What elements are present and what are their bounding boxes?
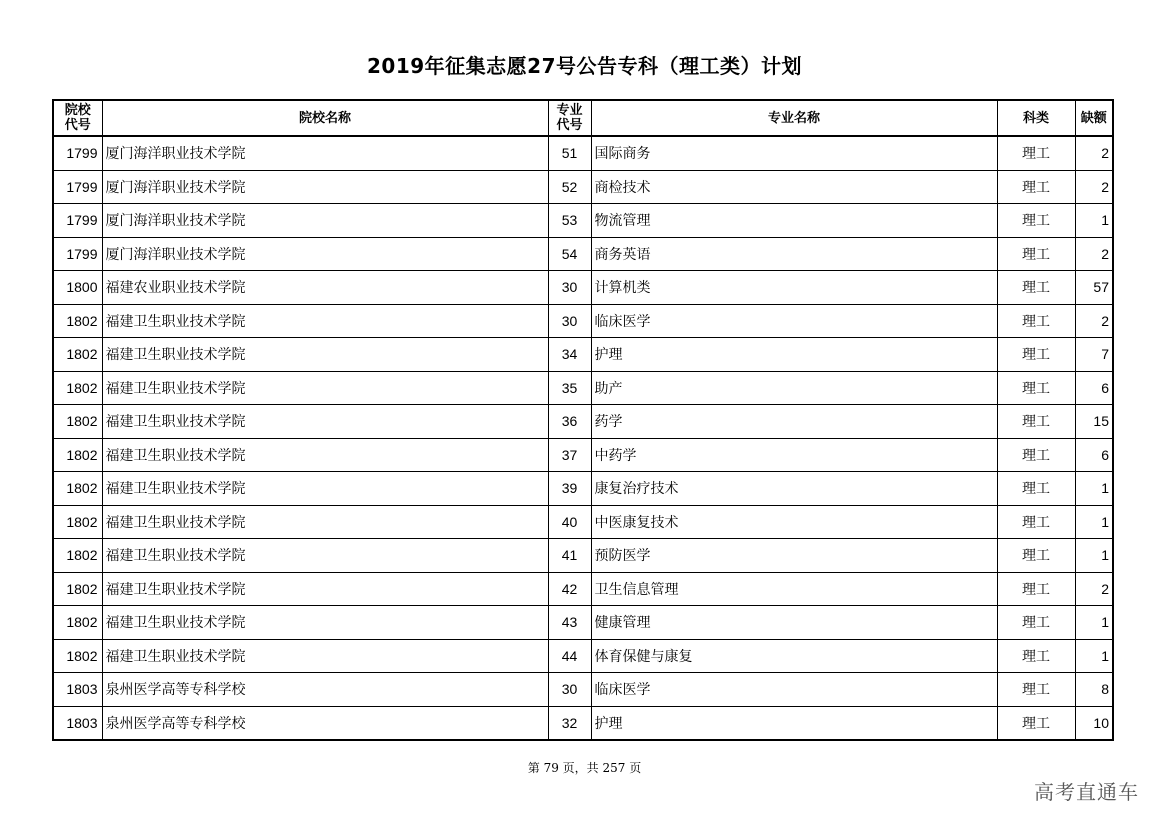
cell-quota: 1 [1075, 505, 1113, 539]
header-major-name: 专业名称 [591, 100, 997, 136]
cell-major-name: 健康管理 [591, 606, 997, 640]
cell-major-code: 51 [548, 136, 591, 170]
cell-category: 理工 [997, 639, 1075, 673]
cell-major-code: 52 [548, 170, 591, 204]
cell-school-name: 泉州医学高等专科学校 [102, 673, 548, 707]
cell-major-name: 临床医学 [591, 673, 997, 707]
cell-quota: 15 [1075, 405, 1113, 439]
cell-major-code: 36 [548, 405, 591, 439]
cell-major-name: 护理 [591, 338, 997, 372]
cell-school-name: 厦门海洋职业技术学院 [102, 237, 548, 271]
cell-major-code: 39 [548, 472, 591, 506]
cell-school-code: 1802 [53, 639, 102, 673]
cell-quota: 6 [1075, 438, 1113, 472]
cell-school-name: 福建农业职业技术学院 [102, 271, 548, 305]
table-row [53, 706, 1113, 740]
table-row [53, 338, 1113, 372]
cell-quota: 8 [1075, 673, 1113, 707]
cell-school-code: 1802 [53, 539, 102, 573]
cell-category: 理工 [997, 673, 1075, 707]
cell-quota: 1 [1075, 639, 1113, 673]
header-quota: 缺额 [1075, 100, 1113, 136]
cell-major-code: 30 [548, 271, 591, 305]
cell-school-code: 1802 [53, 606, 102, 640]
table-row [53, 472, 1113, 506]
cell-quota: 2 [1075, 170, 1113, 204]
cell-school-name: 福建卫生职业技术学院 [102, 472, 548, 506]
cell-quota: 7 [1075, 338, 1113, 372]
cell-school-name: 福建卫生职业技术学院 [102, 338, 548, 372]
cell-quota: 2 [1075, 136, 1113, 170]
cell-major-name: 卫生信息管理 [591, 572, 997, 606]
cell-school-name: 福建卫生职业技术学院 [102, 304, 548, 338]
cell-category: 理工 [997, 338, 1075, 372]
cell-major-name: 助产 [591, 371, 997, 405]
table-header-row [53, 100, 1113, 136]
cell-major-name: 体育保健与康复 [591, 639, 997, 673]
cell-major-code: 44 [548, 639, 591, 673]
cell-school-code: 1802 [53, 371, 102, 405]
cell-category: 理工 [997, 606, 1075, 640]
cell-school-code: 1802 [53, 572, 102, 606]
cell-major-code: 30 [548, 304, 591, 338]
cell-major-name: 计算机类 [591, 271, 997, 305]
cell-quota: 1 [1075, 606, 1113, 640]
cell-school-code: 1802 [53, 304, 102, 338]
table-row [53, 405, 1113, 439]
enrollment-plan-table [52, 99, 1114, 741]
cell-major-name: 中医康复技术 [591, 505, 997, 539]
cell-school-code: 1803 [53, 706, 102, 740]
cell-major-name: 预防医学 [591, 539, 997, 573]
cell-quota: 1 [1075, 204, 1113, 238]
cell-school-name: 福建卫生职业技术学院 [102, 572, 548, 606]
cell-school-name: 福建卫生职业技术学院 [102, 505, 548, 539]
header-school-code: 院校代号 [53, 100, 102, 136]
cell-school-name: 福建卫生职业技术学院 [102, 639, 548, 673]
cell-quota: 6 [1075, 371, 1113, 405]
cell-category: 理工 [997, 472, 1075, 506]
cell-category: 理工 [997, 539, 1075, 573]
table-row [53, 271, 1113, 305]
watermark-text: 高考直通车 [1034, 780, 1139, 804]
cell-school-name: 厦门海洋职业技术学院 [102, 136, 548, 170]
cell-major-code: 34 [548, 338, 591, 372]
cell-quota: 1 [1075, 539, 1113, 573]
cell-quota: 2 [1075, 304, 1113, 338]
table-row [53, 505, 1113, 539]
cell-major-name: 护理 [591, 706, 997, 740]
cell-category: 理工 [997, 405, 1075, 439]
cell-school-name: 厦门海洋职业技术学院 [102, 204, 548, 238]
cell-school-code: 1802 [53, 338, 102, 372]
cell-school-code: 1799 [53, 237, 102, 271]
cell-major-code: 54 [548, 237, 591, 271]
table-row [53, 371, 1113, 405]
cell-major-name: 商务英语 [591, 237, 997, 271]
table-row [53, 136, 1113, 170]
table-row [53, 304, 1113, 338]
cell-school-code: 1802 [53, 438, 102, 472]
header-major-code: 专业代号 [548, 100, 591, 136]
cell-school-code: 1802 [53, 405, 102, 439]
cell-category: 理工 [997, 136, 1075, 170]
cell-quota: 2 [1075, 572, 1113, 606]
cell-school-name: 福建卫生职业技术学院 [102, 405, 548, 439]
header-school-name: 院校名称 [102, 100, 548, 136]
cell-major-name: 国际商务 [591, 136, 997, 170]
cell-school-name: 福建卫生职业技术学院 [102, 438, 548, 472]
cell-major-code: 43 [548, 606, 591, 640]
cell-school-code: 1802 [53, 472, 102, 506]
page-title: 2019年征集志愿27号公告专科（理工类）计划 [367, 54, 802, 78]
cell-category: 理工 [997, 237, 1075, 271]
cell-school-name: 福建卫生职业技术学院 [102, 539, 548, 573]
cell-quota: 10 [1075, 706, 1113, 740]
cell-major-name: 临床医学 [591, 304, 997, 338]
cell-major-code: 37 [548, 438, 591, 472]
page-number: 第 79 页，共 257 页 [527, 761, 642, 775]
cell-school-name: 厦门海洋职业技术学院 [102, 170, 548, 204]
table-body [53, 136, 1113, 740]
cell-major-name: 中药学 [591, 438, 997, 472]
header-category: 科类 [997, 100, 1075, 136]
table-row [53, 237, 1113, 271]
cell-school-code: 1803 [53, 673, 102, 707]
cell-major-code: 41 [548, 539, 591, 573]
cell-school-name: 泉州医学高等专科学校 [102, 706, 548, 740]
cell-major-code: 35 [548, 371, 591, 405]
cell-category: 理工 [997, 706, 1075, 740]
cell-quota: 2 [1075, 237, 1113, 271]
cell-category: 理工 [997, 170, 1075, 204]
table-row [53, 204, 1113, 238]
cell-major-name: 物流管理 [591, 204, 997, 238]
cell-major-code: 42 [548, 572, 591, 606]
cell-school-code: 1799 [53, 204, 102, 238]
table-row [53, 438, 1113, 472]
cell-category: 理工 [997, 505, 1075, 539]
cell-category: 理工 [997, 438, 1075, 472]
cell-major-name: 商检技术 [591, 170, 997, 204]
cell-school-name: 福建卫生职业技术学院 [102, 606, 548, 640]
cell-school-code: 1799 [53, 170, 102, 204]
cell-major-code: 30 [548, 673, 591, 707]
cell-school-code: 1802 [53, 505, 102, 539]
cell-major-code: 53 [548, 204, 591, 238]
table-row [53, 572, 1113, 606]
cell-school-name: 福建卫生职业技术学院 [102, 371, 548, 405]
cell-major-name: 药学 [591, 405, 997, 439]
cell-category: 理工 [997, 304, 1075, 338]
cell-category: 理工 [997, 204, 1075, 238]
table-row [53, 673, 1113, 707]
table-row [53, 606, 1113, 640]
cell-major-code: 32 [548, 706, 591, 740]
cell-school-code: 1799 [53, 136, 102, 170]
cell-school-code: 1800 [53, 271, 102, 305]
cell-major-name: 康复治疗技术 [591, 472, 997, 506]
cell-quota: 57 [1075, 271, 1113, 305]
table-row [53, 170, 1113, 204]
cell-category: 理工 [997, 572, 1075, 606]
cell-major-code: 40 [548, 505, 591, 539]
cell-category: 理工 [997, 271, 1075, 305]
cell-quota: 1 [1075, 472, 1113, 506]
table-row [53, 639, 1113, 673]
cell-category: 理工 [997, 371, 1075, 405]
table-row [53, 539, 1113, 573]
